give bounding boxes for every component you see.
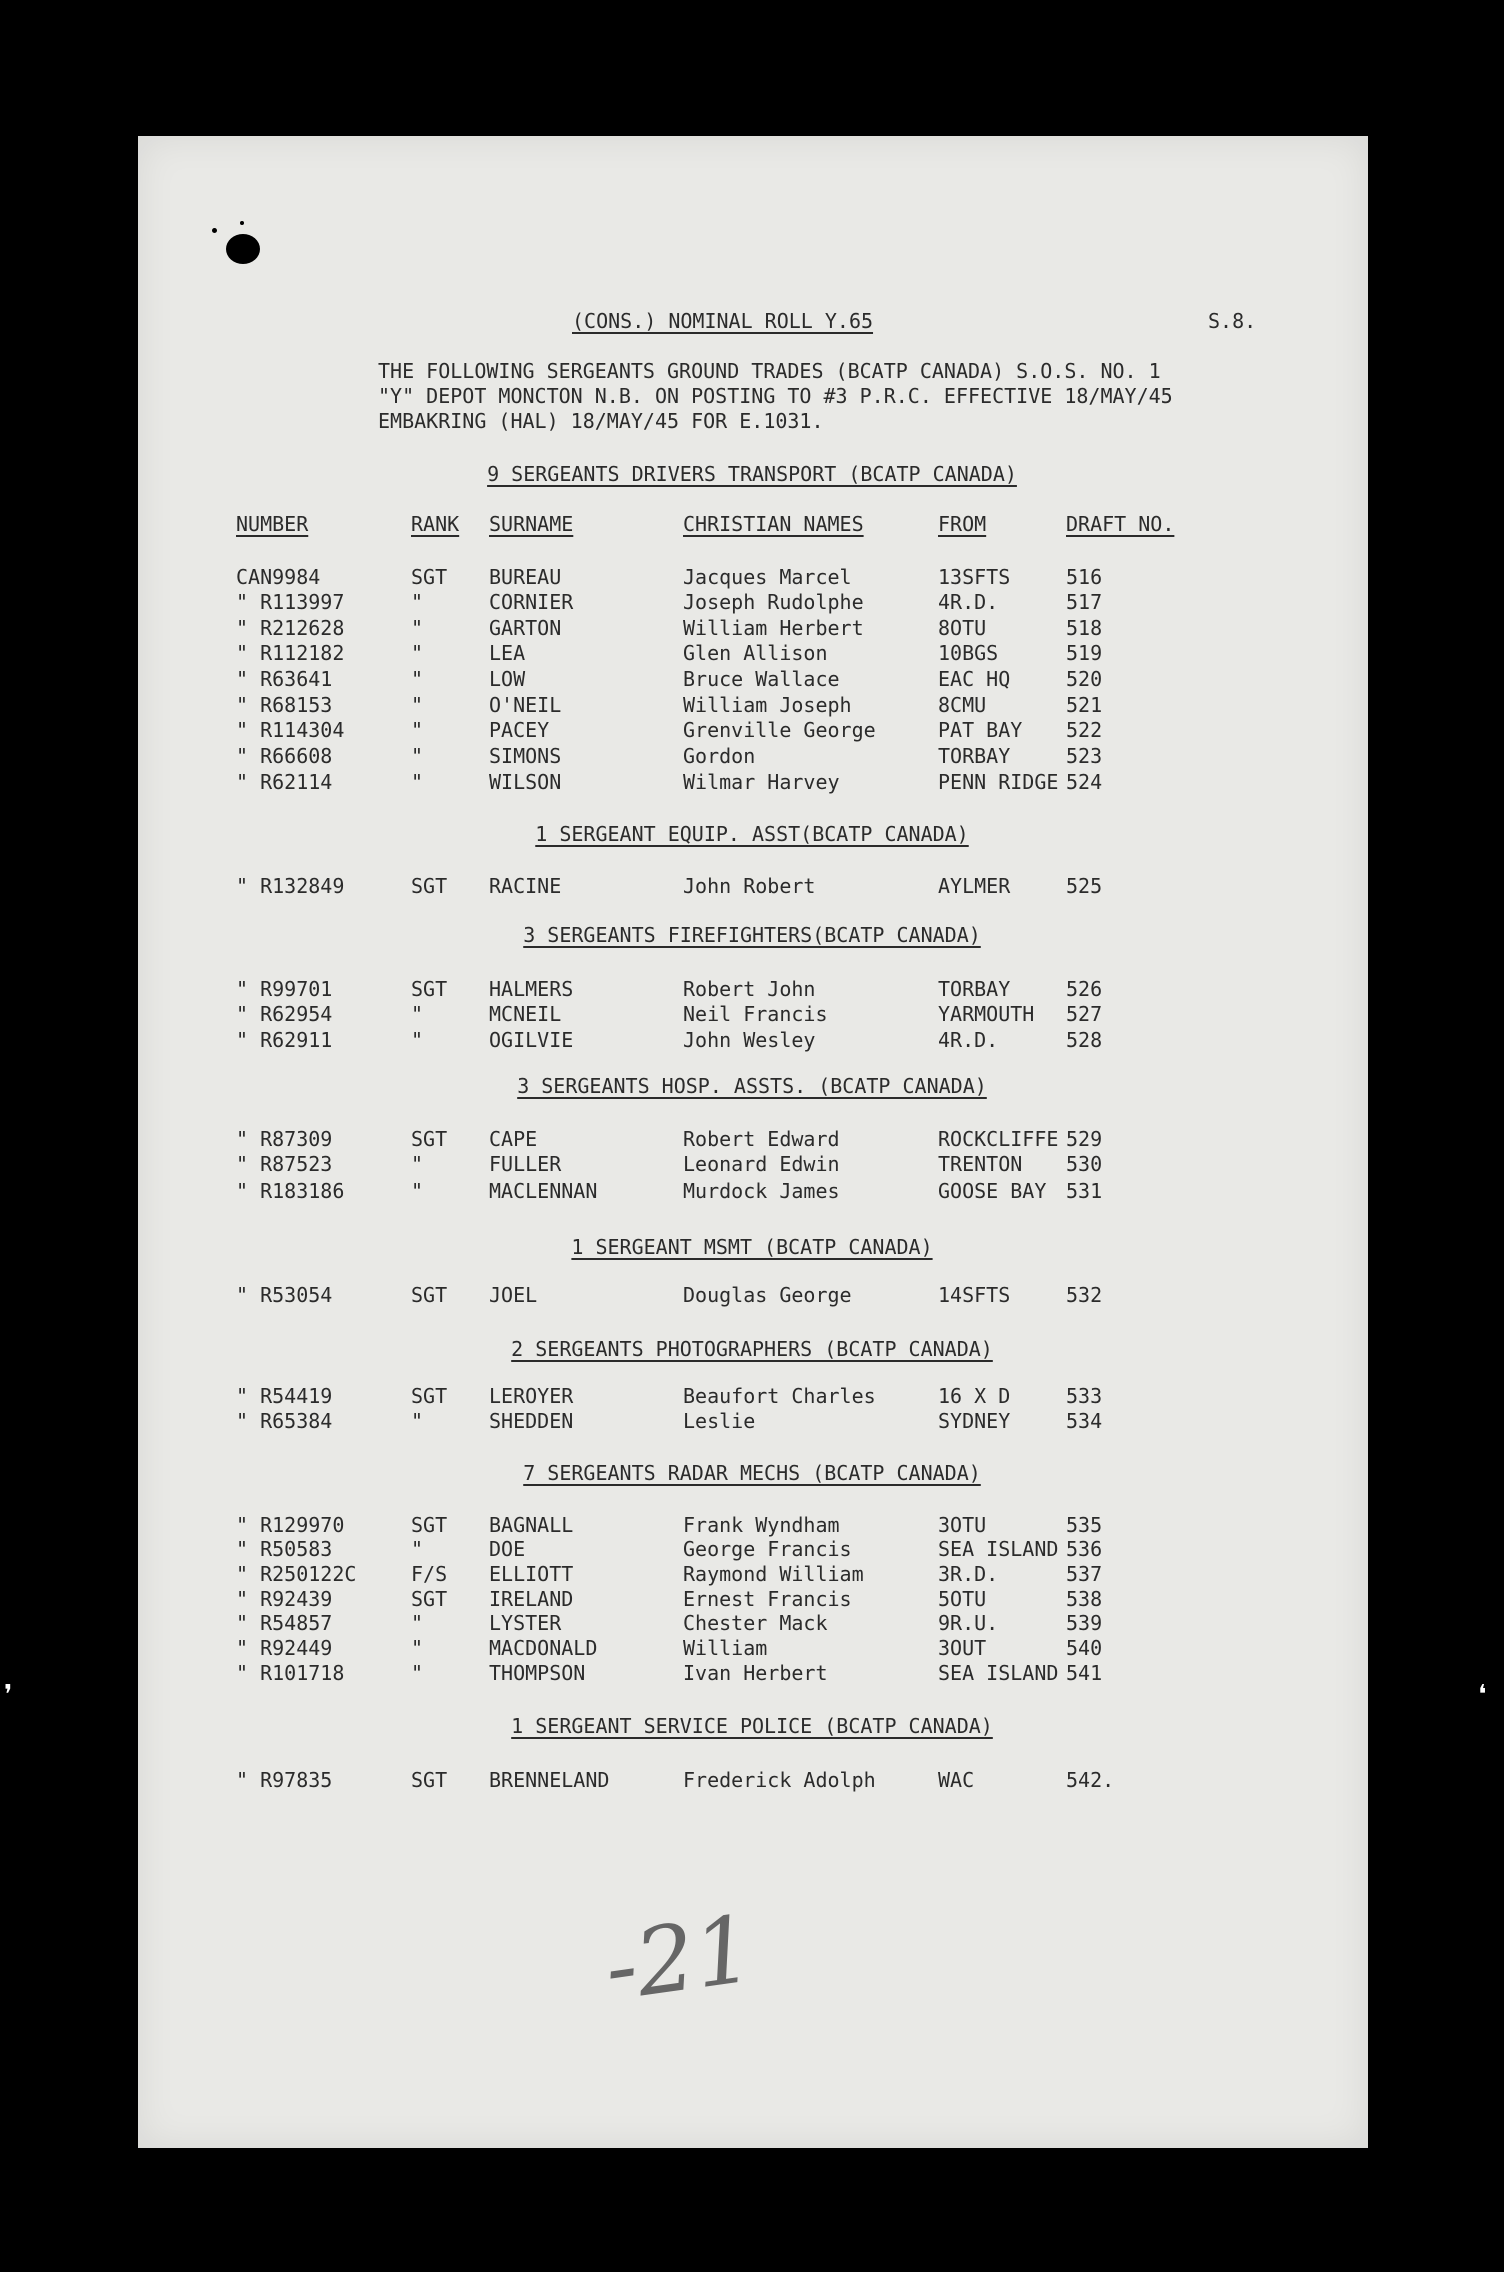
cell-surname: SIMONS bbox=[489, 744, 562, 768]
cell-rank: " bbox=[411, 616, 424, 640]
cell-number: " R62954 bbox=[236, 1002, 333, 1026]
cell-from: EAC HQ bbox=[938, 667, 1011, 691]
page-reference: S.8. bbox=[1208, 309, 1257, 333]
section-heading: 3 SERGEANTS HOSP. ASSTS. (BCATP CANADA) bbox=[517, 1074, 987, 1098]
cell-number: " R183186 bbox=[236, 1179, 345, 1203]
cell-from: 4R.D. bbox=[938, 590, 999, 614]
cell-draft-no: 521 bbox=[1066, 693, 1103, 717]
cell-surname: CORNIER bbox=[489, 590, 574, 614]
cell-rank: " bbox=[411, 641, 424, 665]
cell-number: " R87309 bbox=[236, 1127, 333, 1151]
cell-christian-names: Jacques Marcel bbox=[683, 565, 852, 589]
cell-from: TORBAY bbox=[938, 977, 1011, 1001]
cell-rank: SGT bbox=[411, 1384, 448, 1408]
cell-christian-names: John Robert bbox=[683, 874, 816, 898]
cell-surname: CAPE bbox=[489, 1127, 538, 1151]
cell-rank: " bbox=[411, 1179, 424, 1203]
cell-from: 9R.U. bbox=[938, 1611, 999, 1635]
cell-draft-no: 536 bbox=[1066, 1537, 1103, 1561]
cell-rank: " bbox=[411, 770, 424, 794]
cell-rank: SGT bbox=[411, 1127, 448, 1151]
cell-draft-no: 535 bbox=[1066, 1513, 1103, 1537]
cell-from: GOOSE BAY bbox=[938, 1179, 1047, 1203]
cell-from: 14SFTS bbox=[938, 1283, 1011, 1307]
cell-draft-no: 532 bbox=[1066, 1283, 1103, 1307]
cell-from: 4R.D. bbox=[938, 1028, 999, 1052]
cell-surname: JOEL bbox=[489, 1283, 538, 1307]
cell-rank: " bbox=[411, 1409, 424, 1433]
intro-line: EMBAKRING (HAL) 18/MAY/45 FOR E.1031. bbox=[378, 409, 824, 433]
cell-from: SEA ISLAND bbox=[938, 1661, 1059, 1685]
cell-rank: " bbox=[411, 693, 424, 717]
cell-from: YARMOUTH bbox=[938, 1002, 1035, 1026]
cell-rank: SGT bbox=[411, 1768, 448, 1792]
cell-from: AYLMER bbox=[938, 874, 1011, 898]
cell-number: " R68153 bbox=[236, 693, 333, 717]
cell-christian-names: Joseph Rudolphe bbox=[683, 590, 864, 614]
cell-number: " R92439 bbox=[236, 1587, 333, 1611]
cell-draft-no: 520 bbox=[1066, 667, 1103, 691]
cell-rank: SGT bbox=[411, 1513, 448, 1537]
cell-from: PENN RIDGE bbox=[938, 770, 1059, 794]
cell-number: " R65384 bbox=[236, 1409, 333, 1433]
cell-draft-no: 527 bbox=[1066, 1002, 1103, 1026]
cell-from: SYDNEY bbox=[938, 1409, 1011, 1433]
cell-draft-no: 533 bbox=[1066, 1384, 1103, 1408]
cell-christian-names: Raymond William bbox=[683, 1562, 864, 1586]
cell-surname: ELLIOTT bbox=[489, 1562, 574, 1586]
cell-rank: F/S bbox=[411, 1562, 448, 1586]
cell-number: " R63641 bbox=[236, 667, 333, 691]
page-title: (CONS.) NOMINAL ROLL Y.65 bbox=[572, 309, 874, 333]
cell-surname: WILSON bbox=[489, 770, 562, 794]
cell-number: " R53054 bbox=[236, 1283, 333, 1307]
cell-from: SEA ISLAND bbox=[938, 1537, 1059, 1561]
cell-number: " R132849 bbox=[236, 874, 345, 898]
handwritten-note: -21 bbox=[598, 1895, 760, 2022]
cell-surname: OGILVIE bbox=[489, 1028, 574, 1052]
cell-christian-names: George Francis bbox=[683, 1537, 852, 1561]
cell-number: " R62114 bbox=[236, 770, 333, 794]
cell-surname: PACEY bbox=[489, 718, 550, 742]
column-header-from: FROM bbox=[938, 512, 987, 536]
intro-line: "Y" DEPOT MONCTON N.B. ON POSTING TO #3 P.R.C. EFFECTIVE 18/MAY/45 bbox=[378, 384, 1173, 408]
cell-draft-no: 518 bbox=[1066, 616, 1103, 640]
cell-christian-names: Beaufort Charles bbox=[683, 1384, 876, 1408]
cell-from: 3OTU bbox=[938, 1513, 987, 1537]
cell-christian-names: Leonard Edwin bbox=[683, 1152, 840, 1176]
intro-line: THE FOLLOWING SERGEANTS GROUND TRADES (BCATP CANADA) S.O.S. NO. 1 bbox=[378, 359, 1161, 383]
section-heading: 1 SERGEANT MSMT (BCATP CANADA) bbox=[571, 1235, 933, 1259]
cell-christian-names: Robert John bbox=[683, 977, 816, 1001]
ink-speck bbox=[212, 228, 217, 233]
cell-rank: " bbox=[411, 744, 424, 768]
cell-draft-no: 519 bbox=[1066, 641, 1103, 665]
cell-surname: O'NEIL bbox=[489, 693, 562, 717]
cell-from: 13SFTS bbox=[938, 565, 1011, 589]
cell-number: " R99701 bbox=[236, 977, 333, 1001]
cell-number: " R62911 bbox=[236, 1028, 333, 1052]
section-heading: 1 SERGEANT SERVICE POLICE (BCATP CANADA) bbox=[511, 1714, 993, 1738]
cell-draft-no: 537 bbox=[1066, 1562, 1103, 1586]
cell-rank: " bbox=[411, 1028, 424, 1052]
cell-from: PAT BAY bbox=[938, 718, 1023, 742]
cell-surname: BRENNELAND bbox=[489, 1768, 610, 1792]
edge-mark: ❜ bbox=[4, 1680, 13, 1710]
cell-draft-no: 525 bbox=[1066, 874, 1103, 898]
cell-from: TRENTON bbox=[938, 1152, 1023, 1176]
ink-speck bbox=[240, 221, 244, 225]
cell-christian-names: Douglas George bbox=[683, 1283, 852, 1307]
cell-christian-names: Frank Wyndham bbox=[683, 1513, 840, 1537]
cell-rank: " bbox=[411, 1636, 424, 1660]
cell-christian-names: Wilmar Harvey bbox=[683, 770, 840, 794]
cell-draft-no: 540 bbox=[1066, 1636, 1103, 1660]
cell-number: " R101718 bbox=[236, 1661, 345, 1685]
cell-number: " R97835 bbox=[236, 1768, 333, 1792]
cell-rank: " bbox=[411, 590, 424, 614]
column-header-number: NUMBER bbox=[236, 512, 309, 536]
cell-rank: " bbox=[411, 1611, 424, 1635]
cell-draft-no: 539 bbox=[1066, 1611, 1103, 1635]
section-heading: 7 SERGEANTS RADAR MECHS (BCATP CANADA) bbox=[523, 1461, 981, 1485]
cell-rank: SGT bbox=[411, 1587, 448, 1611]
cell-from: TORBAY bbox=[938, 744, 1011, 768]
cell-surname: IRELAND bbox=[489, 1587, 574, 1611]
section-heading: 3 SERGEANTS FIREFIGHTERS(BCATP CANADA) bbox=[523, 923, 981, 947]
cell-surname: HALMERS bbox=[489, 977, 574, 1001]
cell-surname: SHEDDEN bbox=[489, 1409, 574, 1433]
cell-christian-names: Robert Edward bbox=[683, 1127, 840, 1151]
cell-surname: GARTON bbox=[489, 616, 562, 640]
cell-number: " R129970 bbox=[236, 1513, 345, 1537]
cell-number: " R114304 bbox=[236, 718, 345, 742]
cell-surname: DOE bbox=[489, 1537, 526, 1561]
cell-christian-names: Ivan Herbert bbox=[683, 1661, 828, 1685]
cell-from: 10BGS bbox=[938, 641, 999, 665]
cell-christian-names: William Herbert bbox=[683, 616, 864, 640]
cell-number: " R54419 bbox=[236, 1384, 333, 1408]
cell-surname: LEA bbox=[489, 641, 526, 665]
cell-rank: SGT bbox=[411, 874, 448, 898]
cell-surname: BUREAU bbox=[489, 565, 562, 589]
cell-christian-names: Glen Allison bbox=[683, 641, 828, 665]
cell-number: " R92449 bbox=[236, 1636, 333, 1660]
cell-surname: BAGNALL bbox=[489, 1513, 574, 1537]
cell-christian-names: Chester Mack bbox=[683, 1611, 828, 1635]
cell-christian-names: John Wesley bbox=[683, 1028, 816, 1052]
cell-draft-no: 517 bbox=[1066, 590, 1103, 614]
cell-christian-names: Frederick Adolph bbox=[683, 1768, 876, 1792]
cell-draft-no: 534 bbox=[1066, 1409, 1103, 1433]
cell-draft-no: 522 bbox=[1066, 718, 1103, 742]
punch-hole bbox=[226, 234, 260, 264]
section-heading: 9 SERGEANTS DRIVERS TRANSPORT (BCATP CANADA) bbox=[487, 462, 1017, 486]
cell-surname: LOW bbox=[489, 667, 526, 691]
cell-christian-names: William Joseph bbox=[683, 693, 852, 717]
cell-draft-no: 523 bbox=[1066, 744, 1103, 768]
cell-christian-names: Bruce Wallace bbox=[683, 667, 840, 691]
cell-number: " R112182 bbox=[236, 641, 345, 665]
column-header-draft-no: DRAFT NO. bbox=[1066, 512, 1175, 536]
cell-number: " R54857 bbox=[236, 1611, 333, 1635]
cell-rank: " bbox=[411, 1002, 424, 1026]
cell-draft-no: 526 bbox=[1066, 977, 1103, 1001]
column-header-rank: RANK bbox=[411, 512, 460, 536]
cell-rank: SGT bbox=[411, 1283, 448, 1307]
cell-draft-no: 528 bbox=[1066, 1028, 1103, 1052]
cell-draft-no: 538 bbox=[1066, 1587, 1103, 1611]
cell-christian-names: Gordon bbox=[683, 744, 756, 768]
cell-draft-no: 529 bbox=[1066, 1127, 1103, 1151]
section-heading: 2 SERGEANTS PHOTOGRAPHERS (BCATP CANADA) bbox=[511, 1337, 993, 1361]
cell-rank: " bbox=[411, 1537, 424, 1561]
cell-draft-no: 530 bbox=[1066, 1152, 1103, 1176]
cell-surname: THOMPSON bbox=[489, 1661, 586, 1685]
cell-number: " R212628 bbox=[236, 616, 345, 640]
cell-christian-names: Leslie bbox=[683, 1409, 756, 1433]
cell-rank: " bbox=[411, 1661, 424, 1685]
cell-rank: SGT bbox=[411, 977, 448, 1001]
cell-number: " R66608 bbox=[236, 744, 333, 768]
cell-from: 8CMU bbox=[938, 693, 987, 717]
cell-from: WAC bbox=[938, 1768, 975, 1792]
column-header-surname: SURNAME bbox=[489, 512, 574, 536]
cell-christian-names: William bbox=[683, 1636, 768, 1660]
cell-surname: RACINE bbox=[489, 874, 562, 898]
cell-number: " R250122C bbox=[236, 1562, 357, 1586]
cell-from: 8OTU bbox=[938, 616, 987, 640]
cell-surname: MACDONALD bbox=[489, 1636, 598, 1660]
cell-from: 5OTU bbox=[938, 1587, 987, 1611]
cell-from: ROCKCLIFFE bbox=[938, 1127, 1059, 1151]
cell-surname: FULLER bbox=[489, 1152, 562, 1176]
edge-mark: ❛ bbox=[1478, 1680, 1487, 1710]
cell-draft-no: 524 bbox=[1066, 770, 1103, 794]
cell-surname: MCNEIL bbox=[489, 1002, 562, 1026]
cell-christian-names: Ernest Francis bbox=[683, 1587, 852, 1611]
cell-christian-names: Neil Francis bbox=[683, 1002, 828, 1026]
cell-draft-no: 531 bbox=[1066, 1179, 1103, 1203]
cell-from: 3R.D. bbox=[938, 1562, 999, 1586]
cell-rank: " bbox=[411, 1152, 424, 1176]
cell-draft-no: 516 bbox=[1066, 565, 1103, 589]
cell-christian-names: Grenville George bbox=[683, 718, 876, 742]
cell-rank: SGT bbox=[411, 565, 448, 589]
cell-number: " R50583 bbox=[236, 1537, 333, 1561]
section-heading: 1 SERGEANT EQUIP. ASST(BCATP CANADA) bbox=[535, 822, 969, 846]
cell-number: " R87523 bbox=[236, 1152, 333, 1176]
cell-from: 3OUT bbox=[938, 1636, 987, 1660]
cell-draft-no: 541 bbox=[1066, 1661, 1103, 1685]
cell-rank: " bbox=[411, 667, 424, 691]
cell-number: CAN9984 bbox=[236, 565, 321, 589]
cell-rank: " bbox=[411, 718, 424, 742]
cell-draft-no: 542. bbox=[1066, 1768, 1115, 1792]
cell-surname: LYSTER bbox=[489, 1611, 562, 1635]
cell-surname: LEROYER bbox=[489, 1384, 574, 1408]
cell-from: 16 X D bbox=[938, 1384, 1011, 1408]
cell-surname: MACLENNAN bbox=[489, 1179, 598, 1203]
column-header-christian-names: CHRISTIAN NAMES bbox=[683, 512, 864, 536]
cell-christian-names: Murdock James bbox=[683, 1179, 840, 1203]
cell-number: " R113997 bbox=[236, 590, 345, 614]
